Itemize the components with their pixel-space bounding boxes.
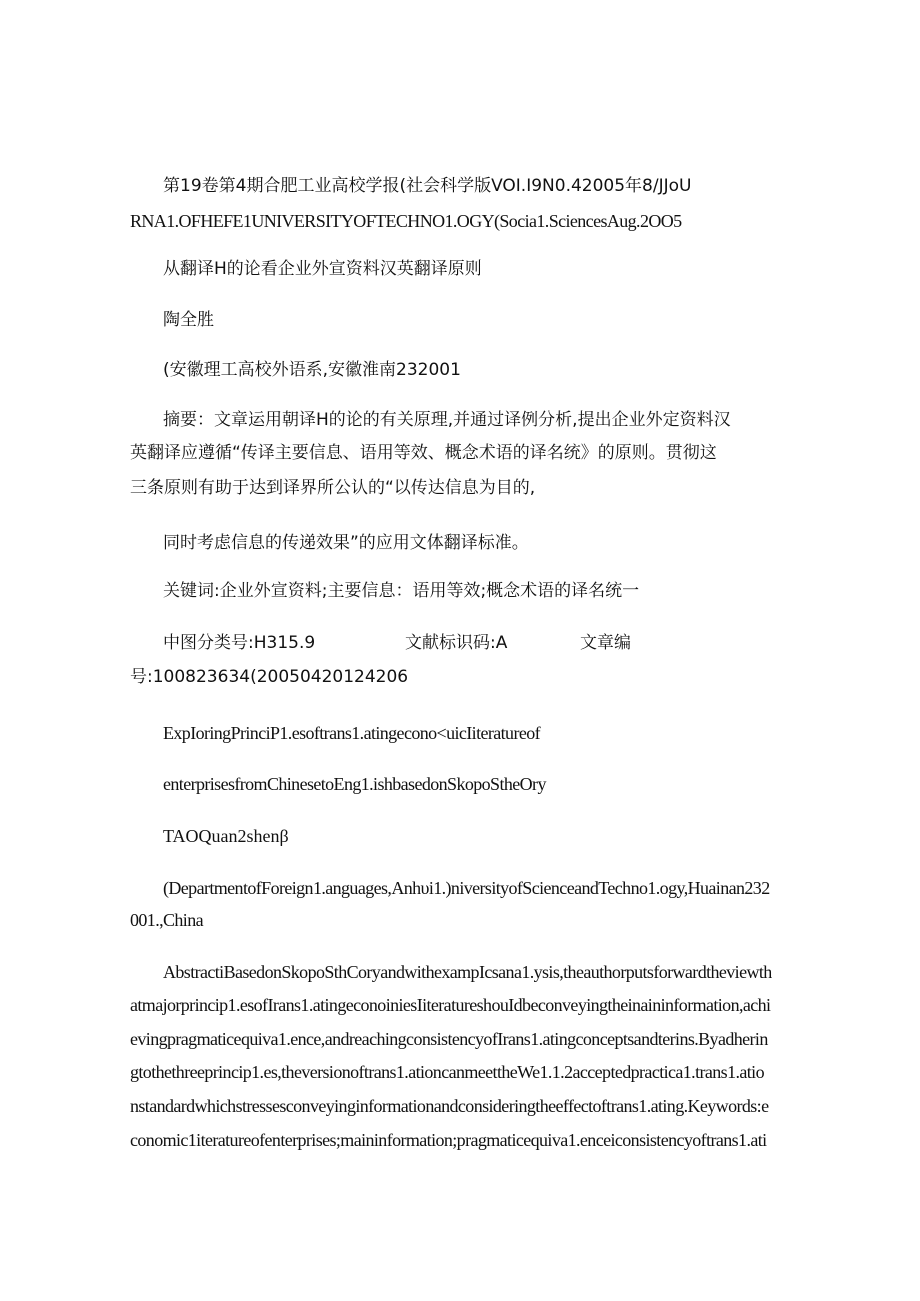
abstract-english-line: gtothethreeprincip1.es,theversionoftrans1.ationcanmeettheWe1.1.2acceptedpractica1.trans1.atio	[130, 1062, 764, 1082]
abstract-english-line: conomic1iteratureofenterprises;maininformation;pragmaticequiva1.enceiconsistencyoftrans1.ati	[130, 1130, 767, 1150]
abstract-chinese-line: 三条原则有助于达到译界所公认的“以传达信息为目的,	[130, 478, 536, 498]
journal-header-line-2: RNA1.OFHEFE1UNIVERSITYOFTECHNO1.OGY(Socia1.SciencesAug.2OO5	[130, 211, 682, 231]
author-chinese: 陶全胜	[163, 310, 214, 330]
affiliation-english-line: 001.,China	[130, 910, 203, 930]
abstract-chinese-line: 摘要：文章运用朝译H的论的有关原理,并通过译例分析,提出企业外定资料汉	[163, 410, 731, 430]
keywords-chinese: 关键词:企业外宣资料;主要信息：语用等效;概念术语的译名统一	[163, 581, 640, 601]
title-english-line: ExpIoringPrinciP1.esoftrans1.atingecono<uicIiteratureof	[163, 723, 541, 743]
abstract-chinese-line: 同时考虑信息的传递效果”的应用文体翻译标准。	[163, 533, 529, 553]
clc-number: 中图分类号:H315.9	[163, 633, 316, 653]
abstract-english-line: nstandardwhichstressesconveyinginformationandconsideringtheeffectoftrans1.ating.Keywords:e	[130, 1096, 769, 1116]
affiliation-english-line: (DepartmentofForeign1.anguages,Anhυi1.)niversityofScienceandTechno1.ogy,Huainan232	[163, 878, 770, 898]
author-english: TAOQuan2shenβ	[163, 826, 289, 846]
abstract-english-line: AbstractiBasedonSkopoSthCoryandwithexampIcsana1.ysis,theauthorputsforwardtheviewth	[163, 962, 772, 982]
document-code: 文献标识码:A	[405, 633, 508, 653]
abstract-english-line: atmajorprincip1.esofIrans1.atingeconoiniesIiteratureshouIdbeconveyingtheinaininformation,achi	[130, 995, 771, 1015]
title-english-line: enterprisesfromChinesetoEng1.ishbasedonSkopoStheOry	[163, 774, 546, 794]
journal-header-line-1: 第19卷第4期合肥工业高校学报(社会科学版VOI.I9N0.42005年8/JJoU	[163, 176, 692, 196]
abstract-english-line: evingpragmaticequiva1.ence,andreachingconsistencyofIrans1.atingconceptsandterins.Byadherin	[130, 1029, 768, 1049]
affiliation-chinese: (安徽理工高校外语系,安徽淮南232001	[163, 360, 461, 380]
article-number-label: 文章编	[580, 633, 631, 653]
title-chinese: 从翻译H的论看企业外宣资料汉英翻译原则	[163, 259, 482, 279]
abstract-chinese-line: 英翻译应遵循“传译主要信息、语用等效、概念术语的译名统》的原则。贯彻这	[130, 443, 717, 463]
article-number: 号:100823634(20050420124206	[130, 667, 409, 687]
